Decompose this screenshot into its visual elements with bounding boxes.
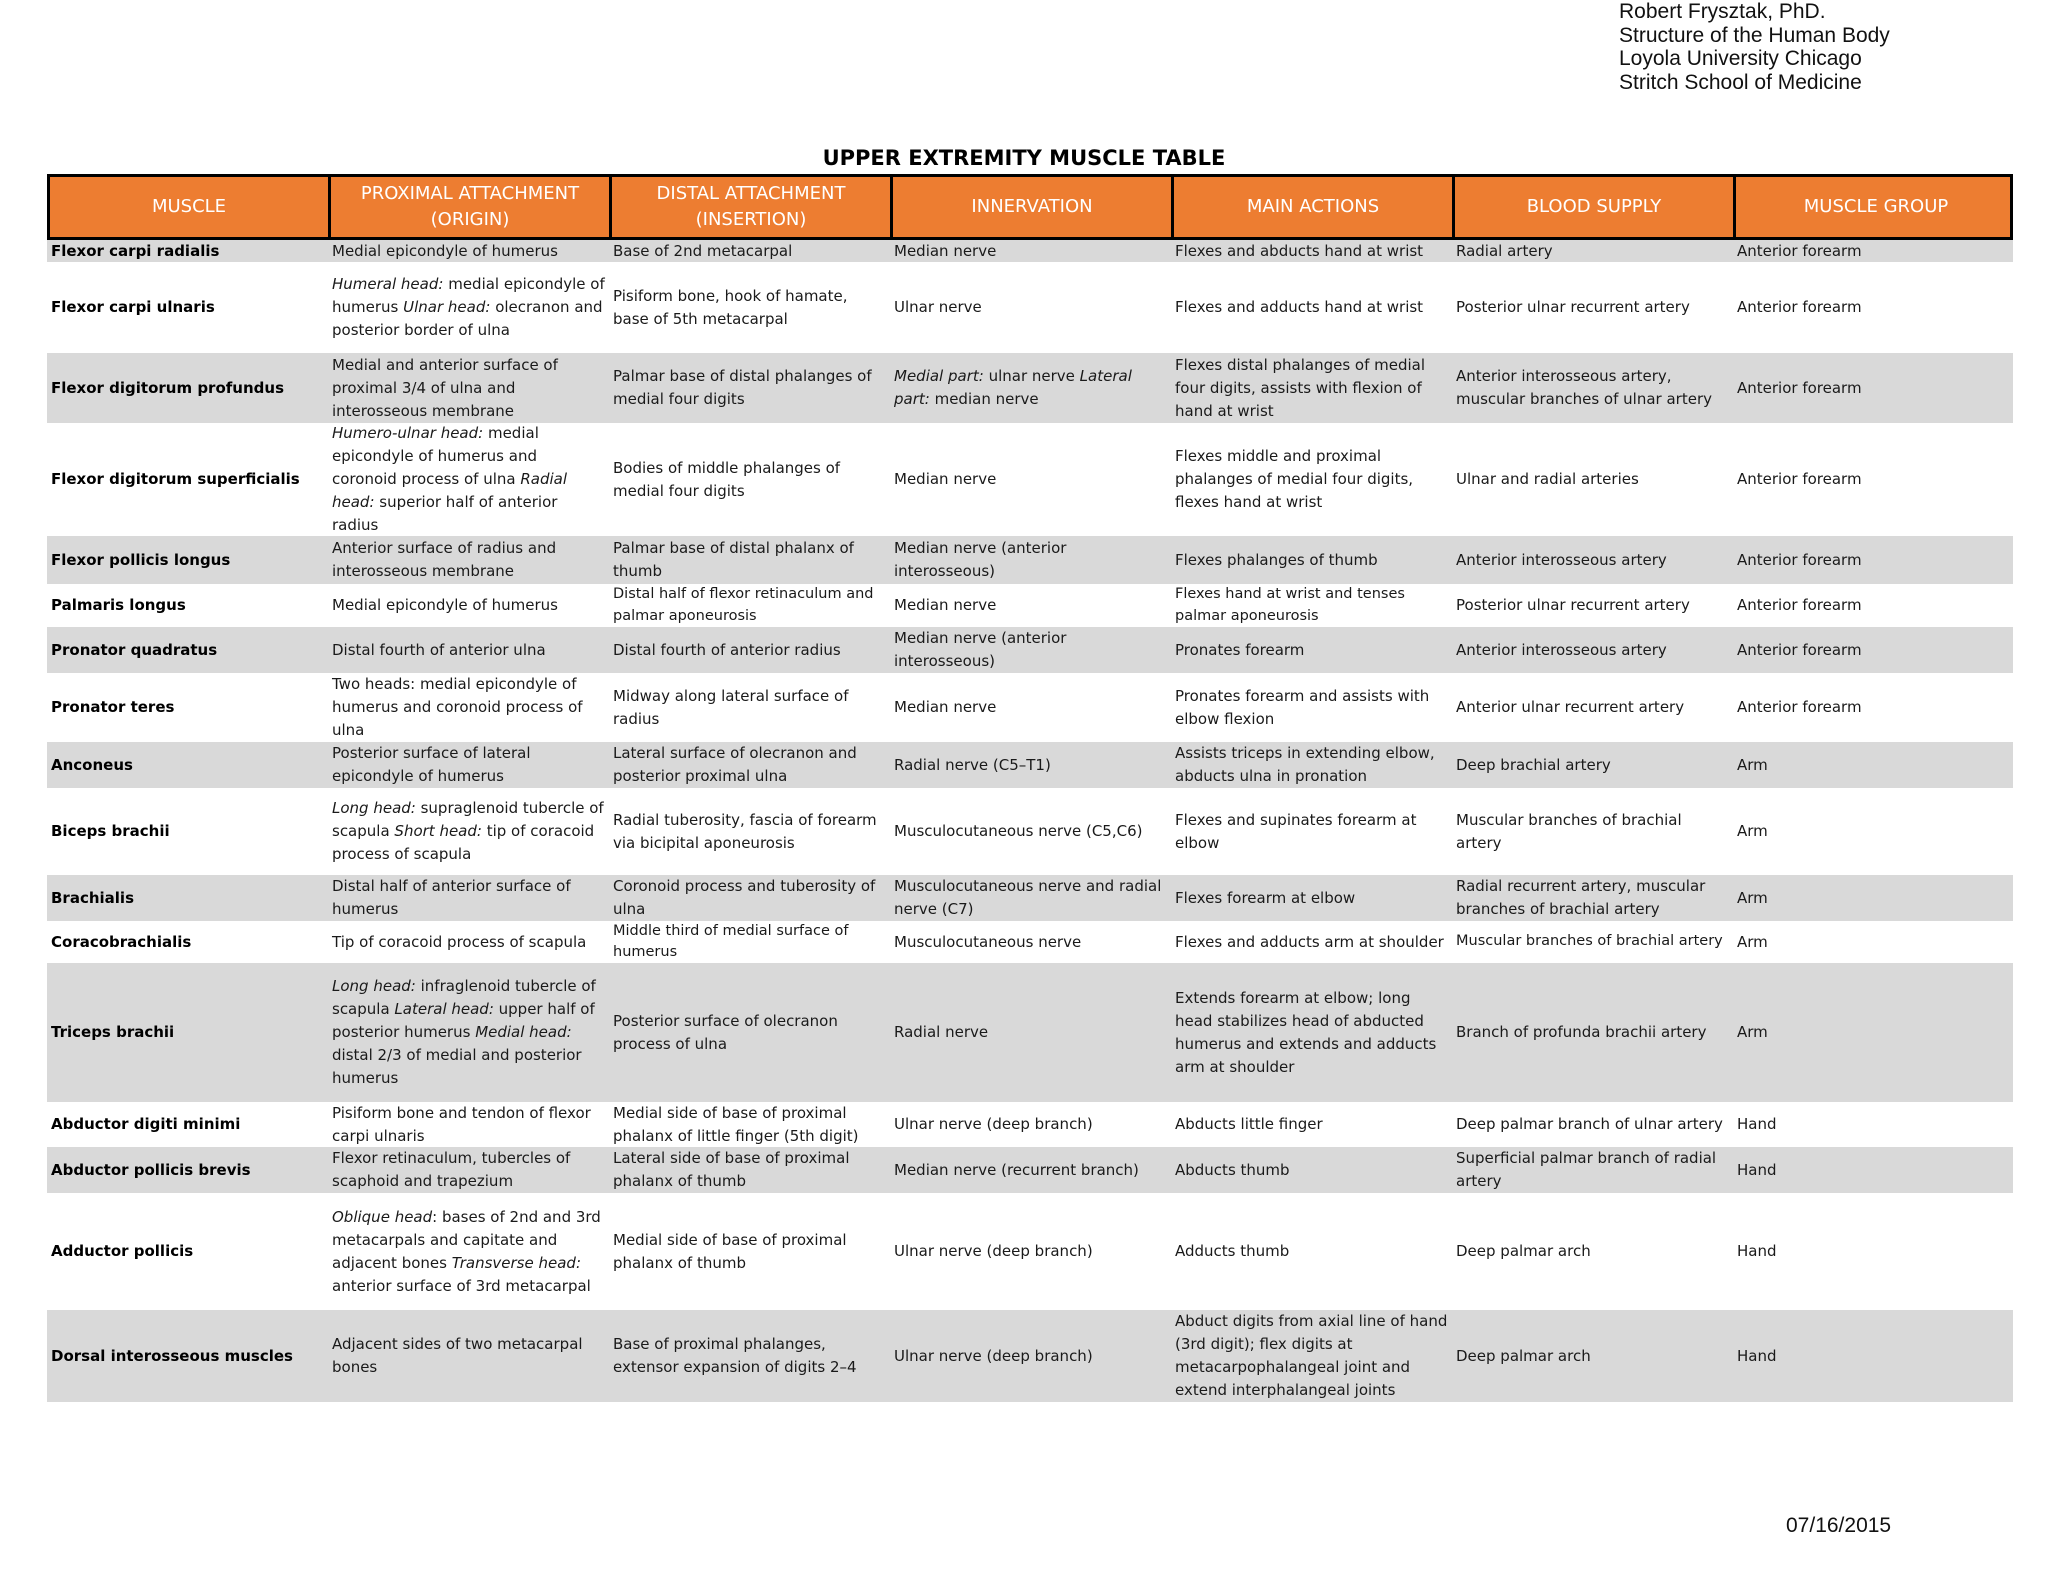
table-row xyxy=(47,423,2013,536)
innervation-cell xyxy=(890,1147,1171,1193)
cell-text: Medial epicondyle of humerus xyxy=(332,596,558,614)
table-header xyxy=(47,174,2013,240)
cell-text: distal 2/3 of medial and posterior humerus xyxy=(332,1046,582,1087)
muscle-group-cell: Hand xyxy=(1737,1160,1777,1179)
cell-text: Median nerve xyxy=(894,698,997,716)
table-row xyxy=(47,627,2013,673)
blood-supply-cell: Anterior interosseous artery xyxy=(1456,640,1667,659)
innervation-cell xyxy=(890,673,1171,742)
head-label: Long head: xyxy=(332,799,416,817)
muscle-group-cell: Anterior forearm xyxy=(1737,378,1862,397)
blood-supply-cell: Anterior interosseous artery, muscular branches of ulnar artery xyxy=(1456,367,1712,408)
table-row xyxy=(47,788,2013,875)
cell-text: supraglenoid tubercle of scapula xyxy=(332,799,604,840)
cell-text: Median nerve xyxy=(894,470,997,488)
origin-cell xyxy=(328,584,609,627)
table-row xyxy=(47,742,2013,788)
cell-text: Median nerve xyxy=(894,596,997,614)
cell-text: Distal fourth of anterior ulna xyxy=(332,640,546,659)
muscle-group-cell: Hand xyxy=(1737,1346,1777,1365)
head-label: Lateral part: xyxy=(894,367,1132,408)
innervation-cell xyxy=(890,423,1171,536)
insertion-cell: Base of 2nd metacarpal xyxy=(613,241,793,260)
muscle-group-cell: Arm xyxy=(1737,1023,1768,1041)
header-actions: MAIN ACTIONS xyxy=(1174,177,1455,237)
muscle-group-cell: Arm xyxy=(1737,888,1768,907)
cell-text: Median nerve xyxy=(894,241,997,260)
head-label: Lateral head: xyxy=(394,1000,494,1018)
cell-text: Ulnar nerve (deep branch) xyxy=(894,1346,1093,1365)
actions-cell: Flexes distal phalanges of medial four digits, assists with flexion of hand at wrist xyxy=(1175,355,1426,420)
muscle-group-cell: Hand xyxy=(1737,1242,1777,1260)
header-blood-supply: BLOOD SUPPLY xyxy=(1455,177,1736,237)
muscle-name-cell: Pronator quadratus xyxy=(51,640,218,659)
origin-cell xyxy=(328,240,609,262)
actions-cell: Flexes and supinates forearm at elbow xyxy=(1175,810,1417,852)
origin-cell xyxy=(328,262,609,353)
blood-supply-cell: Ulnar and radial arteries xyxy=(1456,470,1639,488)
muscle-name-cell: Abductor pollicis brevis xyxy=(51,1160,251,1179)
innervation-cell xyxy=(890,1102,1171,1147)
origin-cell xyxy=(328,536,609,584)
cell-text: anterior surface of 3rd metacarpal xyxy=(332,1276,591,1295)
blood-supply-cell: Muscular branches of brachial artery xyxy=(1456,933,1723,950)
actions-cell: Abducts little finger xyxy=(1175,1115,1323,1133)
muscle-table xyxy=(47,174,2013,1402)
insertion-cell: Medial side of base of proximal phalanx of little finger (5th digit) xyxy=(613,1103,859,1145)
insertion-cell: Medial side of base of proximal phalanx of thumb xyxy=(613,1230,847,1272)
innervation-cell xyxy=(890,627,1171,673)
cell-text: medial epicondyle of humerus and coronoid process of ulna xyxy=(332,424,539,488)
cell-text: Adjacent sides of two metacarpal bones xyxy=(332,1335,583,1376)
muscle-group-cell: Hand xyxy=(1737,1115,1777,1133)
insertion-cell: Palmar base of distal phalanges of medial four digits xyxy=(613,367,872,408)
innervation-cell xyxy=(890,353,1171,423)
table-row xyxy=(47,1102,2013,1147)
cell-text: Radial nerve (C5–T1) xyxy=(894,755,1051,774)
actions-cell: Flexes hand at wrist and tenses palmar aponeurosis xyxy=(1175,586,1405,624)
innervation-cell xyxy=(890,788,1171,875)
cell-text: Median nerve (recurrent branch) xyxy=(894,1160,1139,1179)
actions-cell: Abduct digits from axial line of hand (3rd digit); flex digits at metacarpophalangeal joint and extend interphalangeal joints xyxy=(1175,1312,1448,1399)
origin-cell xyxy=(328,673,609,742)
blood-supply-cell: Deep brachial artery xyxy=(1456,755,1611,774)
insertion-cell: Bodies of middle phalanges of medial four digits xyxy=(613,458,841,500)
blood-supply-cell: Radial artery xyxy=(1456,241,1553,260)
muscle-name-cell: Dorsal interosseous muscles xyxy=(51,1346,293,1365)
cell-text: Musculocutaneous nerve xyxy=(894,932,1082,951)
cell-text: Distal half of anterior surface of humerus xyxy=(332,877,571,918)
insertion-cell: Midway along lateral surface of radius xyxy=(613,686,849,728)
insertion-cell: Coronoid process and tuberosity of ulna xyxy=(613,877,876,918)
muscle-name-cell: Flexor carpi ulnaris xyxy=(51,298,215,316)
origin-cell xyxy=(328,742,609,788)
table-body xyxy=(47,240,2013,1402)
actions-cell: Flexes middle and proximal phalanges of medial four digits, flexes hand at wrist xyxy=(1175,447,1414,511)
actions-cell: Extends forearm at elbow; long head stabilizes head of abducted humerus and extends and adducts arm at shoulder xyxy=(1175,988,1437,1076)
head-label: Ulnar head: xyxy=(403,298,491,316)
head-label: Radial head: xyxy=(332,470,568,511)
cell-text: Musculocutaneous nerve (C5,C6) xyxy=(894,822,1143,840)
cell-text: Anterior surface of radius and interosseous membrane xyxy=(332,539,557,580)
origin-cell xyxy=(328,963,609,1102)
course-name: Structure of the Human Body xyxy=(1619,23,1890,47)
insertion-cell: Base of proximal phalanges, extensor expansion of digits 2–4 xyxy=(613,1335,857,1376)
cell-text: tip of coracoid process of scapula xyxy=(332,822,595,863)
table-row xyxy=(47,1310,2013,1402)
cell-text: Ulnar nerve xyxy=(894,298,982,316)
insertion-cell: Distal fourth of anterior radius xyxy=(613,640,841,659)
blood-supply-cell: Anterior ulnar recurrent artery xyxy=(1456,698,1685,716)
header-origin: PROXIMAL ATTACHMENT (ORIGIN) xyxy=(331,177,612,237)
cell-text: olecranon and posterior border of ulna xyxy=(332,298,603,339)
table-row xyxy=(47,673,2013,742)
innervation-cell xyxy=(890,875,1171,921)
muscle-name-cell: Flexor pollicis longus xyxy=(51,550,231,569)
insertion-cell: Palmar base of distal phalanx of thumb xyxy=(613,539,854,580)
header-muscle-group: MUSCLE GROUP xyxy=(1803,196,1949,217)
origin-cell xyxy=(328,921,609,963)
insertion-cell: Lateral surface of olecranon and posterior proximal ulna xyxy=(613,744,857,785)
school-name: Stritch School of Medicine xyxy=(1619,70,1862,94)
blood-supply-cell: Radial recurrent artery, muscular branches of brachial artery xyxy=(1456,877,1706,918)
table-row xyxy=(47,353,2013,423)
table-row xyxy=(47,963,2013,1102)
actions-cell: Pronates forearm and assists with elbow flexion xyxy=(1175,686,1430,728)
cell-text: Posterior surface of lateral epicondyle of humerus xyxy=(332,744,531,785)
muscle-group-cell: Anterior forearm xyxy=(1737,298,1862,316)
muscle-name-cell: Flexor carpi radialis xyxy=(51,241,220,260)
cell-text: Two heads: medial epicondyle of humerus and coronoid process of ulna xyxy=(332,675,583,739)
blood-supply-cell: Deep palmar branch of ulnar artery xyxy=(1456,1115,1723,1133)
insertion-cell: Pisiform bone, hook of hamate, base of 5th metacarpal xyxy=(613,286,848,328)
muscle-group-cell: Arm xyxy=(1737,932,1768,951)
innervation-cell xyxy=(890,536,1171,584)
table-row xyxy=(47,875,2013,921)
cell-text: Flexor retinaculum, tubercles of scaphoid and trapezium xyxy=(332,1149,571,1190)
cell-text: medial epicondyle of humerus xyxy=(332,275,605,316)
head-label: Medial part: xyxy=(894,367,984,385)
cell-text: infraglenoid tubercle of scapula xyxy=(332,977,596,1018)
muscle-name-cell: Triceps brachii xyxy=(51,1023,175,1041)
cell-text: Pisiform bone and tendon of flexor carpi ulnaris xyxy=(332,1103,591,1145)
table-row xyxy=(47,536,2013,584)
actions-cell: Pronates forearm xyxy=(1175,640,1305,659)
cell-text: : bases of 2nd and 3rd metacarpals and capitate and adjacent bones xyxy=(332,1207,601,1272)
innervation-cell xyxy=(890,742,1171,788)
head-label: Humeral head: xyxy=(332,275,444,293)
actions-cell: Flexes and adducts arm at shoulder xyxy=(1175,932,1444,951)
header-muscle: MUSCLE xyxy=(50,177,331,237)
muscle-name-cell: Coracobrachialis xyxy=(51,932,192,951)
cell-text: median nerve xyxy=(929,390,1039,408)
blood-supply-cell: Posterior ulnar recurrent artery xyxy=(1456,298,1690,316)
cell-text: Tip of coracoid process of scapula xyxy=(332,932,587,951)
muscle-group-cell: Arm xyxy=(1737,822,1768,840)
muscle-name-cell: Anconeus xyxy=(51,755,133,774)
cell-text: Medial epicondyle of humerus xyxy=(332,241,558,260)
origin-cell xyxy=(328,1193,609,1310)
cell-text: upper half of posterior humerus xyxy=(332,1000,595,1041)
head-label: Humero-ulnar head: xyxy=(332,424,484,442)
table-row xyxy=(47,240,2013,262)
muscle-name-cell: Biceps brachii xyxy=(51,822,170,840)
head-label: Oblique head xyxy=(332,1207,433,1226)
origin-cell xyxy=(328,1147,609,1193)
origin-cell xyxy=(328,353,609,423)
head-label: Medial head: xyxy=(475,1023,572,1041)
table-row xyxy=(47,1147,2013,1193)
cell-text: ulnar nerve xyxy=(983,367,1080,385)
document-date: 07/16/2015 xyxy=(1786,1514,1892,1537)
origin-cell xyxy=(328,423,609,536)
muscle-group-cell: Arm xyxy=(1737,755,1768,774)
muscle-name-cell: Brachialis xyxy=(51,888,134,907)
muscle-name-cell: Flexor digitorum profundus xyxy=(51,378,284,397)
muscle-name-cell: Flexor digitorum superficialis xyxy=(51,470,300,488)
muscle-group-cell: Anterior forearm xyxy=(1737,698,1862,716)
origin-cell xyxy=(328,1102,609,1147)
muscle-group-cell: Anterior forearm xyxy=(1737,640,1862,659)
muscle-name-cell: Palmaris longus xyxy=(51,596,186,614)
actions-cell: Adducts thumb xyxy=(1175,1242,1290,1260)
innervation-cell xyxy=(890,1310,1171,1402)
cell-text: Median nerve (anterior interosseous) xyxy=(894,629,1067,670)
head-label: Short head: xyxy=(394,822,482,840)
table-row xyxy=(47,1193,2013,1310)
header-innervation: INNERVATION xyxy=(893,177,1174,237)
blood-supply-cell: Anterior interosseous artery xyxy=(1456,550,1667,569)
table-row xyxy=(47,262,2013,353)
muscle-group-cell: Anterior forearm xyxy=(1737,241,1862,260)
insertion-cell: Radial tuberosity, fascia of forearm via bicipital aponeurosis xyxy=(613,810,877,852)
actions-cell: Abducts thumb xyxy=(1175,1160,1290,1179)
author-block xyxy=(1619,0,1890,94)
insertion-cell: Posterior surface of olecranon process of ulna xyxy=(613,1011,838,1053)
muscle-name-cell: Pronator teres xyxy=(51,698,175,716)
blood-supply-cell: Muscular branches of brachial artery xyxy=(1456,810,1682,852)
muscle-group-cell: Anterior forearm xyxy=(1737,550,1862,569)
origin-cell xyxy=(328,875,609,921)
muscle-name-cell: Adductor pollicis xyxy=(51,1242,194,1260)
cell-text: Medial and anterior surface of proximal 3/4 of ulna and interosseous membrane xyxy=(332,355,558,420)
innervation-cell xyxy=(890,963,1171,1102)
insertion-cell: Distal half of flexor retinaculum and palmar aponeurosis xyxy=(613,586,874,624)
actions-cell: Flexes and adducts hand at wrist xyxy=(1175,298,1424,316)
cell-text: superior half of anterior radius xyxy=(332,493,558,534)
origin-cell xyxy=(328,788,609,875)
blood-supply-cell: Superficial palmar branch of radial artery xyxy=(1456,1149,1717,1190)
page-title: UPPER EXTREMITY MUSCLE TABLE xyxy=(822,146,1226,170)
origin-cell xyxy=(328,627,609,673)
blood-supply-cell: Deep palmar arch xyxy=(1456,1242,1591,1260)
actions-cell: Flexes phalanges of thumb xyxy=(1175,550,1378,569)
actions-cell: Flexes and abducts hand at wrist xyxy=(1175,241,1424,260)
insertion-cell: Middle third of medial surface of humerus xyxy=(613,922,849,960)
origin-cell xyxy=(328,1310,609,1402)
blood-supply-cell: Deep palmar arch xyxy=(1456,1346,1591,1365)
innervation-cell xyxy=(890,584,1171,627)
muscle-group-cell: Anterior forearm xyxy=(1737,596,1862,614)
header-insertion: DISTAL ATTACHMENT (INSERTION) xyxy=(612,177,893,237)
muscle-group-cell: Anterior forearm xyxy=(1737,470,1862,488)
cell-text: Ulnar nerve (deep branch) xyxy=(894,1242,1093,1260)
actions-cell: Assists triceps in extending elbow, abducts ulna in pronation xyxy=(1175,744,1435,785)
cell-text: Radial nerve xyxy=(894,1023,989,1041)
table-row xyxy=(47,584,2013,627)
head-label: Transverse head: xyxy=(451,1253,581,1272)
blood-supply-cell: Posterior ulnar recurrent artery xyxy=(1456,596,1690,614)
cell-text: Median nerve (anterior interosseous) xyxy=(894,539,1067,580)
author-name: Robert Frysztak, PhD. xyxy=(1619,0,1826,23)
muscle-name-cell: Abductor digiti minimi xyxy=(51,1115,241,1133)
cell-text: Ulnar nerve (deep branch) xyxy=(894,1115,1093,1133)
insertion-cell: Lateral side of base of proximal phalanx of thumb xyxy=(613,1149,850,1190)
cell-text: Musculocutaneous nerve and radial nerve (C7) xyxy=(894,877,1162,918)
head-label: Long head: xyxy=(332,977,416,995)
blood-supply-cell: Branch of profunda brachii artery xyxy=(1456,1023,1707,1041)
university-name: Loyola University Chicago xyxy=(1619,47,1862,70)
innervation-cell xyxy=(890,1193,1171,1310)
innervation-cell xyxy=(890,262,1171,353)
innervation-cell xyxy=(890,921,1171,963)
innervation-cell xyxy=(890,240,1171,262)
actions-cell: Flexes forearm at elbow xyxy=(1175,888,1356,907)
table-row xyxy=(47,921,2013,963)
